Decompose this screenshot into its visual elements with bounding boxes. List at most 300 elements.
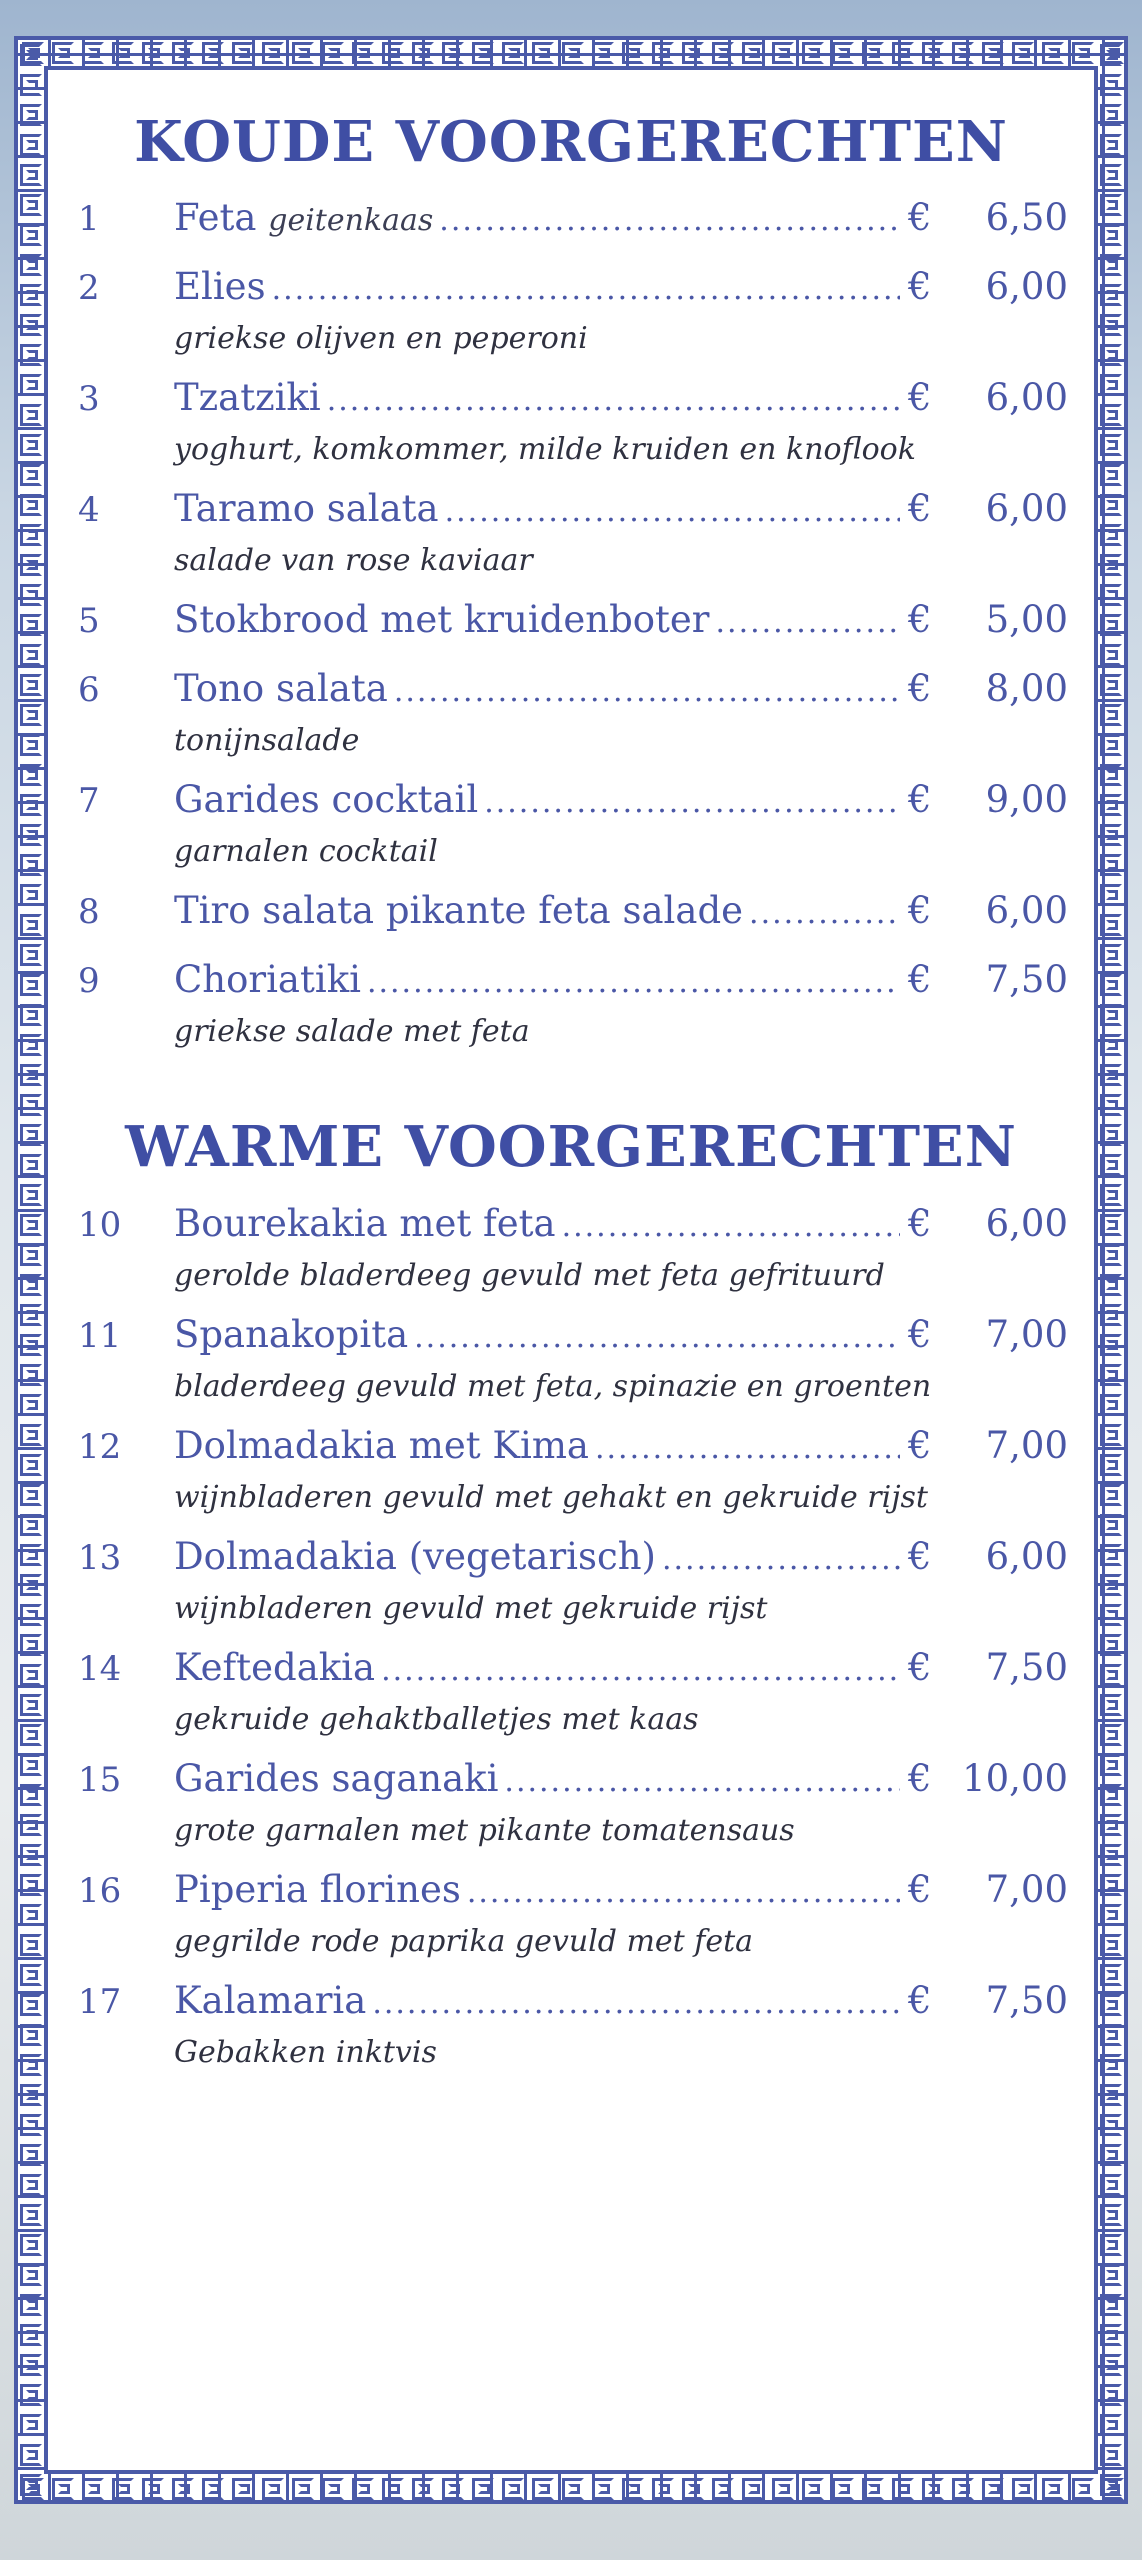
menu-item	[74, 479, 1068, 584]
greek-key-icon	[1096, 1510, 1126, 1540]
item-name-group	[174, 1416, 589, 1476]
currency-symbol: €	[908, 1423, 932, 1467]
greek-key-icon	[1096, 220, 1126, 250]
greek-key-icon	[1096, 2290, 1126, 2320]
item-price: 7,00	[985, 1423, 1068, 1467]
greek-key-icon	[1096, 1420, 1126, 1450]
greek-key-icon	[16, 1780, 46, 1810]
currency-symbol: €	[908, 667, 932, 711]
greek-key-icon	[318, 2474, 348, 2504]
item-description: grote garnalen met pikante tomatensaus	[174, 1812, 795, 1848]
greek-key-icon	[1096, 550, 1126, 580]
greek-key-icon	[1096, 130, 1126, 160]
greek-key-icon	[828, 2474, 858, 2504]
item-name: Dolmadakia met Kima	[174, 1423, 589, 1467]
greek-key-icon	[1096, 1030, 1126, 1060]
item-price: 5,00	[985, 598, 1068, 642]
menu-item-line	[74, 1305, 1068, 1368]
greek-key-icon	[1096, 1660, 1126, 1690]
greek-key-icon	[1096, 2080, 1126, 2110]
greek-key-icon	[858, 2474, 888, 2504]
greek-key-icon	[16, 2170, 46, 2200]
greek-key-icon	[16, 1360, 46, 1390]
leader-dots	[504, 1752, 900, 1812]
greek-key-icon	[1096, 1570, 1126, 1600]
menu-item	[74, 1527, 1068, 1632]
greek-key-icon	[16, 730, 46, 760]
currency-symbol: €	[908, 196, 932, 240]
item-name-group	[174, 188, 433, 251]
greek-key-icon	[1096, 610, 1126, 640]
greek-key-icon	[1096, 850, 1126, 880]
menu-item-line	[74, 368, 1068, 431]
greek-key-icon	[438, 38, 468, 68]
greek-key-icon	[738, 2474, 768, 2504]
greek-key-icon	[16, 430, 46, 460]
greek-key-icon	[16, 1090, 46, 1120]
greek-key-icon	[16, 580, 46, 610]
greek-key-icon	[1096, 2350, 1126, 2380]
menu-item	[74, 1638, 1068, 1743]
currency-symbol: €	[908, 889, 932, 933]
greek-key-icon	[498, 38, 528, 68]
greek-key-icon	[1096, 1060, 1126, 1090]
greek-key-icon	[1096, 2380, 1126, 2410]
item-description: gegrilde rode paprika gevuld met feta	[174, 1923, 754, 1959]
leader-dots	[445, 482, 900, 542]
greek-key-icon	[16, 520, 46, 550]
currency-symbol: €	[908, 1534, 932, 1578]
item-name-group	[174, 590, 710, 650]
item-name-group	[174, 368, 321, 428]
greek-key-icon	[16, 1510, 46, 1540]
greek-key-icon	[1096, 70, 1126, 100]
greek-key-icon	[708, 2474, 738, 2504]
greek-key-icon	[978, 2474, 1008, 2504]
greek-key-icon	[618, 38, 648, 68]
menu-item	[74, 188, 1068, 251]
leader-dots	[595, 1419, 900, 1479]
greek-key-icon	[1008, 38, 1038, 68]
item-name-group	[174, 479, 439, 539]
greek-key-icon	[16, 1180, 46, 1210]
item-name-group	[174, 659, 388, 719]
greek-key-icon	[1096, 2260, 1126, 2290]
greek-key-icon	[1096, 1450, 1126, 1480]
greek-key-icon	[228, 2474, 258, 2504]
item-name: Kalamaria	[174, 1978, 367, 2022]
greek-key-icon	[16, 2260, 46, 2290]
greek-key-icon	[558, 38, 588, 68]
greek-key-icon	[288, 38, 318, 68]
greek-key-icon	[1096, 880, 1126, 910]
item-number: 15	[78, 1759, 122, 1800]
greek-key-icon	[1096, 1750, 1126, 1780]
item-price: 7,50	[985, 958, 1068, 1002]
greek-key-icon	[16, 2470, 46, 2500]
greek-key-icon	[1096, 1540, 1126, 1570]
item-name: Piperia florines	[174, 1867, 461, 1911]
item-price: 6,00	[985, 376, 1068, 420]
leader-dots	[381, 1641, 900, 1701]
greek-key-icon	[228, 38, 258, 68]
greek-key-icon	[1096, 1240, 1126, 1270]
greek-key-icon	[1096, 580, 1126, 610]
greek-key-icon	[16, 910, 46, 940]
greek-key-icon	[1096, 1900, 1126, 1930]
greek-key-icon	[408, 2474, 438, 2504]
currency-symbol: €	[908, 778, 932, 822]
item-name: Tono salata	[174, 667, 388, 711]
greek-key-icon	[1096, 490, 1126, 520]
menu-item-line	[74, 1527, 1068, 1590]
greek-key-icon	[16, 850, 46, 880]
greek-key-icon	[16, 670, 46, 700]
greek-key-icon	[1096, 190, 1126, 220]
item-name: Bourekakia met feta	[174, 1201, 556, 1245]
greek-key-icon	[168, 38, 198, 68]
menu-item-line	[74, 881, 1068, 944]
greek-key-icon	[16, 40, 46, 70]
section-title: WARME VOORGERECHTEN	[125, 1114, 1017, 1181]
greek-key-icon	[1096, 1000, 1126, 1030]
leader-dots	[272, 260, 900, 320]
greek-key-icon	[16, 2320, 46, 2350]
greek-key-border-right	[1096, 40, 1126, 2500]
item-price: 7,50	[985, 1645, 1068, 1689]
item-price: 10,00	[962, 1756, 1068, 1800]
menu-item	[74, 368, 1068, 473]
greek-key-icon	[1096, 670, 1126, 700]
greek-key-icon	[828, 38, 858, 68]
greek-key-icon	[1068, 38, 1098, 68]
item-price: 8,00	[985, 667, 1068, 711]
greek-key-icon	[1096, 1180, 1126, 1210]
greek-key-icon	[1096, 730, 1126, 760]
menu-item	[74, 590, 1068, 653]
greek-key-icon	[16, 1960, 46, 1990]
item-price: 6,00	[985, 1534, 1068, 1578]
greek-key-icon	[16, 640, 46, 670]
greek-key-icon	[918, 38, 948, 68]
item-name: Spanakopita	[174, 1312, 409, 1356]
item-name-group	[174, 1749, 498, 1809]
greek-key-icon	[1096, 370, 1126, 400]
greek-key-icon	[348, 38, 378, 68]
leader-dots	[716, 593, 901, 653]
greek-key-icon	[528, 2474, 558, 2504]
item-name-group	[174, 881, 743, 941]
greek-key-icon	[78, 38, 108, 68]
item-name-group	[174, 770, 478, 830]
greek-key-icon	[16, 1810, 46, 1840]
greek-key-icon	[1008, 2474, 1038, 2504]
item-description: tonijnsalade	[174, 723, 360, 759]
greek-key-icon	[16, 1690, 46, 1720]
item-price: 6,00	[985, 487, 1068, 531]
greek-key-icon	[16, 1600, 46, 1630]
item-price: 6,00	[985, 1201, 1068, 1245]
greek-key-icon	[16, 340, 46, 370]
greek-key-icon	[16, 2110, 46, 2140]
greek-key-icon	[1096, 970, 1126, 1000]
menu-item	[74, 1416, 1068, 1521]
menu-item	[74, 1749, 1068, 1854]
currency-symbol: €	[908, 265, 932, 309]
greek-key-icon	[16, 970, 46, 1000]
item-description: griekse salade met feta	[174, 1014, 530, 1050]
greek-key-icon	[1096, 1720, 1126, 1750]
greek-key-icon	[16, 760, 46, 790]
currency-symbol: €	[908, 598, 932, 642]
currency-symbol: €	[908, 958, 932, 1002]
greek-key-icon	[1096, 1390, 1126, 1420]
greek-key-icon	[16, 1030, 46, 1060]
greek-key-icon	[258, 2474, 288, 2504]
menu-item-line	[74, 479, 1068, 542]
menu-item	[74, 1971, 1068, 2076]
greek-key-icon	[1038, 2474, 1068, 2504]
greek-key-icon	[16, 1990, 46, 2020]
leader-dots	[467, 1863, 900, 1923]
menu-item-list	[74, 1194, 1068, 2076]
greek-key-icon	[1096, 1120, 1126, 1150]
greek-key-icon	[16, 1750, 46, 1780]
item-name-group	[174, 257, 266, 317]
item-price: 6,50	[985, 196, 1068, 240]
item-price: 6,00	[985, 265, 1068, 309]
leader-dots	[394, 662, 900, 722]
greek-key-icon	[1096, 100, 1126, 130]
greek-key-icon	[468, 2474, 498, 2504]
item-number: 6	[78, 670, 100, 711]
greek-key-icon	[1096, 340, 1126, 370]
leader-dots	[662, 1530, 900, 1590]
item-name: Feta	[174, 196, 257, 240]
greek-key-icon	[1096, 1330, 1126, 1360]
greek-key-icon	[16, 1570, 46, 1600]
greek-key-icon	[16, 2290, 46, 2320]
menu-item	[74, 881, 1068, 944]
greek-key-icon	[16, 1390, 46, 1420]
greek-key-icon	[1096, 250, 1126, 280]
item-description: wijnbladeren gevuld met gekruide rijst	[174, 1590, 768, 1626]
greek-key-icon	[1096, 820, 1126, 850]
greek-key-icon	[16, 2080, 46, 2110]
greek-key-icon	[16, 1540, 46, 1570]
item-number: 14	[78, 1648, 122, 1689]
greek-key-icon	[558, 2474, 588, 2504]
greek-key-icon	[768, 38, 798, 68]
item-name-group	[174, 1638, 375, 1698]
greek-key-icon	[1096, 790, 1126, 820]
leader-dots	[562, 1197, 900, 1257]
item-number: 9	[78, 961, 100, 1002]
greek-key-icon	[1096, 760, 1126, 790]
item-name-subtitle: geitenkaas	[268, 203, 434, 239]
item-name: Taramo salata	[174, 487, 439, 531]
greek-key-icon	[138, 2474, 168, 2504]
greek-key-icon	[16, 1900, 46, 1930]
greek-key-icon	[16, 1720, 46, 1750]
greek-key-icon	[1096, 1630, 1126, 1660]
greek-key-icon	[16, 880, 46, 910]
menu-item	[74, 950, 1068, 1055]
item-name: Elies	[174, 265, 266, 309]
greek-key-icon	[16, 1150, 46, 1180]
menu-item-line	[74, 659, 1068, 722]
greek-key-icon	[588, 38, 618, 68]
item-description: salade van rose kaviaar	[174, 543, 533, 579]
menu-item	[74, 1860, 1068, 1965]
greek-key-icon	[16, 2350, 46, 2380]
greek-key-icon	[16, 1120, 46, 1150]
greek-key-icon	[16, 70, 46, 100]
item-name: Choriatiki	[174, 958, 361, 1002]
item-price: 9,00	[985, 778, 1068, 822]
greek-key-icon	[438, 2474, 468, 2504]
item-description: griekse olijven en peperoni	[174, 321, 588, 357]
greek-key-icon	[16, 310, 46, 340]
greek-key-icon	[16, 1300, 46, 1330]
greek-key-icon	[798, 38, 828, 68]
greek-key-icon	[948, 38, 978, 68]
item-number: 17	[78, 1981, 122, 2022]
item-number: 12	[78, 1426, 122, 1467]
greek-key-icon	[16, 2140, 46, 2170]
greek-key-icon	[198, 2474, 228, 2504]
greek-key-icon	[16, 2410, 46, 2440]
greek-key-icon	[16, 1240, 46, 1270]
item-description: yoghurt, komkommer, milde kruiden en knoflook	[174, 432, 916, 468]
greek-key-icon	[16, 2380, 46, 2410]
greek-key-icon	[1096, 1090, 1126, 1120]
greek-key-icon	[1096, 1870, 1126, 1900]
menu-item-line	[74, 950, 1068, 1013]
greek-key-icon	[1096, 1600, 1126, 1630]
item-name-group	[174, 950, 361, 1010]
greek-key-icon	[16, 1630, 46, 1660]
greek-key-icon	[1096, 280, 1126, 310]
greek-key-icon	[888, 2474, 918, 2504]
menu-item-line	[74, 1971, 1068, 2034]
greek-key-icon	[378, 38, 408, 68]
item-price: 7,50	[985, 1978, 1068, 2022]
greek-key-icon	[1096, 400, 1126, 430]
greek-key-icon	[1096, 1360, 1126, 1390]
greek-key-icon	[1096, 700, 1126, 730]
item-number: 13	[78, 1537, 122, 1578]
item-description: gekruide gehaktballetjes met kaas	[174, 1701, 699, 1737]
item-name-group	[174, 1971, 366, 2031]
greek-key-icon	[16, 1210, 46, 1240]
greek-key-icon	[1096, 1960, 1126, 1990]
greek-key-icon	[1096, 2020, 1126, 2050]
greek-key-icon	[1096, 1210, 1126, 1240]
section-cold-starters	[74, 110, 1068, 1055]
greek-key-icon	[258, 38, 288, 68]
greek-key-icon	[588, 2474, 618, 2504]
menu-item	[74, 1194, 1068, 1299]
greek-key-icon	[16, 100, 46, 130]
greek-key-icon	[1096, 910, 1126, 940]
section-title: KOUDE VOORGERECHTEN	[134, 109, 1008, 175]
item-number: 8	[78, 892, 100, 933]
greek-key-icon	[1096, 310, 1126, 340]
greek-key-icon	[528, 38, 558, 68]
greek-key-icon	[48, 38, 78, 68]
greek-key-icon	[16, 1870, 46, 1900]
menu-item	[74, 257, 1068, 362]
greek-key-icon	[1038, 38, 1068, 68]
greek-key-icon	[16, 460, 46, 490]
greek-key-icon	[648, 2474, 678, 2504]
greek-key-icon	[16, 2200, 46, 2230]
greek-key-icon	[1096, 1300, 1126, 1330]
greek-key-icon	[16, 2050, 46, 2080]
item-name-group	[174, 1305, 408, 1365]
greek-key-icon	[168, 2474, 198, 2504]
item-name: Tzatziki	[174, 376, 321, 420]
currency-symbol: €	[908, 1645, 932, 1689]
item-description: gerolde bladerdeeg gevuld met feta gefrituurd	[174, 1257, 885, 1293]
greek-key-icon	[1096, 1810, 1126, 1840]
menu-item-line	[74, 590, 1068, 653]
item-number: 11	[78, 1315, 122, 1356]
greek-key-icon	[288, 2474, 318, 2504]
greek-key-icon	[108, 2474, 138, 2504]
greek-key-icon	[1096, 2140, 1126, 2170]
currency-symbol: €	[908, 1312, 932, 1356]
greek-key-icon	[16, 190, 46, 220]
item-number: 4	[78, 490, 100, 531]
greek-key-icon	[16, 130, 46, 160]
item-name: Garides cocktail	[174, 778, 479, 822]
currency-symbol: €	[908, 487, 932, 531]
leader-dots	[414, 1308, 900, 1368]
greek-key-icon	[1096, 1840, 1126, 1870]
item-number: 7	[78, 781, 100, 822]
greek-key-icon	[1096, 2440, 1126, 2470]
greek-key-icon	[1096, 40, 1126, 70]
greek-key-icon	[16, 820, 46, 850]
greek-key-icon	[918, 2474, 948, 2504]
item-price: 6,00	[985, 889, 1068, 933]
item-name-group	[174, 1194, 556, 1254]
greek-key-icon	[1096, 2170, 1126, 2200]
greek-key-icon	[618, 2474, 648, 2504]
greek-key-icon	[108, 38, 138, 68]
greek-key-icon	[16, 1420, 46, 1450]
greek-key-icon	[16, 220, 46, 250]
greek-key-icon	[198, 38, 228, 68]
greek-key-icon	[16, 1930, 46, 1960]
leader-dots	[484, 773, 900, 833]
greek-key-icon	[16, 2230, 46, 2260]
greek-key-icon	[16, 490, 46, 520]
item-number: 5	[78, 601, 100, 642]
greek-key-icon	[1068, 2474, 1098, 2504]
greek-key-icon	[708, 38, 738, 68]
greek-key-icon	[678, 2474, 708, 2504]
greek-key-icon	[1096, 1480, 1126, 1510]
greek-key-icon	[1096, 2230, 1126, 2260]
greek-key-icon	[16, 940, 46, 970]
item-description: bladerdeeg gevuld met feta, spinazie en groenten	[174, 1368, 932, 1404]
greek-key-icon	[378, 2474, 408, 2504]
greek-key-icon	[1096, 640, 1126, 670]
greek-key-icon	[678, 38, 708, 68]
